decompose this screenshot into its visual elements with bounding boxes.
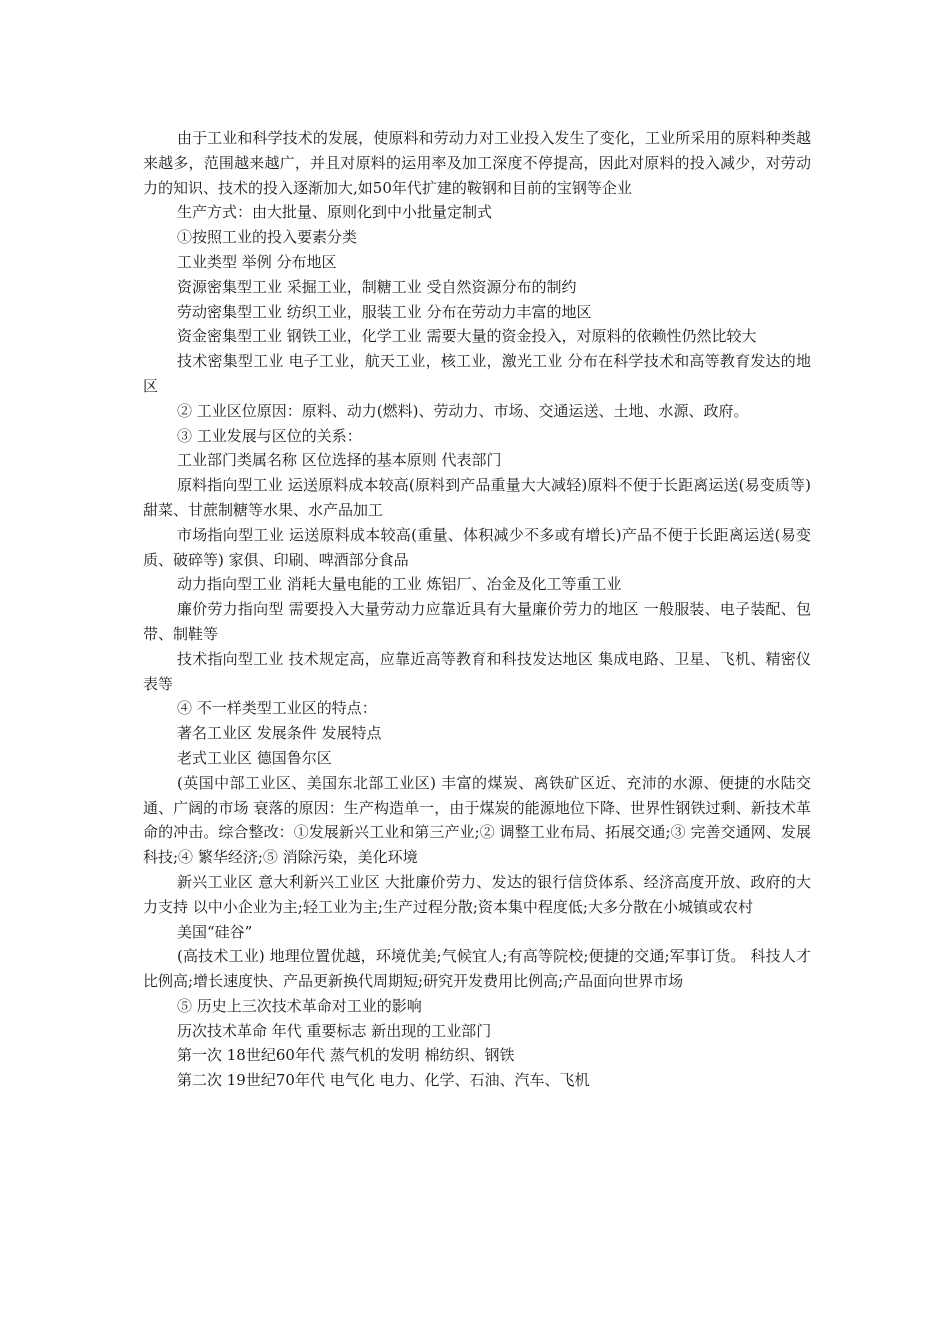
- section-heading-development-location: ③ 工业发展与区位的关系：: [177, 426, 362, 445]
- table-header-tech-revolutions: 历次技术革命 年代 重要标志 新出现的工业部门: [177, 1021, 492, 1040]
- section-heading-input-factors: ①按照工业的投入要素分类: [177, 228, 358, 247]
- table-row-technology-oriented: 技术指向型工业 技术规定高，应靠近高等教育和科技发达地区 集成电路、卫星、飞机、精密仪表等: [143, 649, 811, 693]
- table-row-market-oriented: 市场指向型工业 运送原料成本较高(重量、体积减少不多或有增长)产品不便于长距离运送(易变质、破碎等) 家俱、印刷、啤酒部分食品: [143, 525, 811, 569]
- table-row-power-oriented: 动力指向型工业 消耗大量电能的工业 炼铝厂、冶金及化工等重工业: [177, 575, 622, 594]
- table-row-cheap-labor-oriented: 廉价劳力指向型 需要投入大量劳动力应靠近具有大量廉价劳力的地区 一般服装、电子装配、包带、制鞋等: [143, 600, 811, 643]
- paragraph-production-mode: 生产方式：由大批量、原则化到中小批量定制式: [177, 203, 493, 222]
- table-header-industry-types: 工业类型 举例 分布地区: [177, 252, 337, 271]
- table-row-new-industrial-region: 新兴工业区 意大利新兴工业区 大批廉价劳力、发达的银行信贷体系、经济高度开放、政府的大力支持 以中小企业为主;轻工业为主;生产过程分散;资本集中程度低;大多分散在小城镇或农村: [143, 872, 811, 916]
- table-row-silicon-valley: 美国“硅谷”: [177, 922, 253, 941]
- table-row-technology-intensive: 技术密集型工业 电子工业，航天工业，核工业，激光工业 分布在科学技术和高等教育发达的地区: [143, 352, 811, 395]
- section-heading-location-factors: ② 工业区位原因：原料、动力(燃料)、劳动力、市场、交通运送、土地、水源、政府。: [177, 401, 749, 420]
- table-row-high-tech-details: (高技术工业) 地理位置优越，环境优美;气候宜人;有高等院校;便捷的交通;军事订货。 科技人才比例高;增长速度快、产品更新换代周期短;研究开发费用比例高;产品面向世界市场: [143, 947, 811, 991]
- table-row-second-revolution: 第二次 19世纪70年代 电气化 电力、化学、石油、汽车、飞机: [177, 1071, 590, 1090]
- paragraph-raw-material-change: 由于工业和科学技术的发展，使原料和劳动力对工业投入发生了变化，工业所采用的原料种类越来越多，范围越来越广，并且对原料的运用率及加工深度不停提高，因此对原料的投入减少，对劳动力的知识、技术的投入逐渐加大,如50年代扩建的鞍钢和目前的宝钢等企业: [143, 129, 811, 197]
- table-header-industrial-regions: 著名工业区 发展条件 发展特点: [177, 724, 382, 743]
- table-row-resource-intensive: 资源密集型工业 采掘工业，制糖工业 受自然资源分布的制约: [177, 277, 577, 296]
- table-row-old-industrial-details: (英国中部工业区、美国东北部工业区) 丰富的煤炭、离铁矿区近、充沛的水源、便捷的水陆交通、广阔的市场 衰落的原因：生产构造单一，由于煤炭的能源地位下降、世界性钢铁过剩、新技术革命的冲击。综合整改：①发展新兴工业和第三产业;② 调整工业布局、拓展交通;③ 完善交通网、发展科技;④ 繁华经济;⑤ 消除污染，美化环境: [143, 773, 811, 867]
- document-body: [143, 126, 811, 1093]
- table-header-orientation: 工业部门类属名称 区位选择的基本原则 代表部门: [177, 451, 502, 470]
- table-row-labor-intensive: 劳动密集型工业 纺织工业，服装工业 分布在劳动力丰富的地区: [177, 302, 592, 321]
- table-row-old-industrial-region: 老式工业区 德国鲁尔区: [177, 748, 332, 767]
- table-row-capital-intensive: 资金密集型工业 钢铁工业，化学工业 需要大量的资金投入，对原料的依赖性仍然比较大: [177, 327, 757, 346]
- table-row-first-revolution: 第一次 18世纪60年代 蒸气机的发明 棉纺织、钢铁: [177, 1046, 515, 1065]
- section-heading-industrial-regions: ④ 不一样类型工业区的特点：: [177, 699, 377, 718]
- section-heading-tech-revolutions: ⑤ 历史上三次技术革命对工业的影响: [177, 996, 422, 1015]
- table-row-raw-material-oriented: 原料指向型工业 运送原料成本较高(原料到产品重量大大减轻)原料不便于长距离运送(易变质等) 甜菜、甘蔗制糖等水果、水产品加工: [143, 476, 811, 519]
